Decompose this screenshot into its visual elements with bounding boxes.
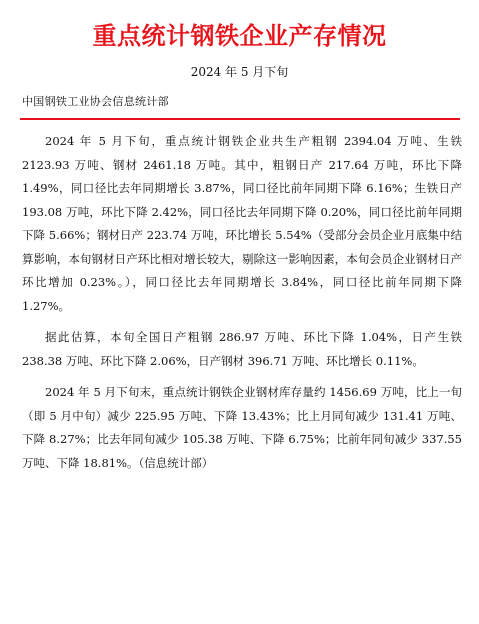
document-date: 2024 年 5 月下旬 [190, 65, 289, 79]
paragraph-national-estimate: 据此估算，本旬全国日产粗钢 286.97 万吨、环比下降 1.04%，日产生铁 238.38 万吨、环比下降 2.06%，日产钢材 396.71 万吨、环比增长 0.11%。 [22, 330, 462, 368]
document-title: 重点统计钢铁企业产存情况 [92, 22, 387, 50]
document-issuer: 中国钢铁工业协会信息统计部 [22, 95, 169, 108]
document-body [22, 130, 462, 475]
paragraph-production: 2024 年 5 月下旬，重点统计钢铁企业共生产粗钢 2394.04 万吨、生铁 2123.93 万吨、钢材 2461.18 万吨。其中，粗钢日产 217.64 万吨，环比下降 1.49%，同口径比去年同期增长 3.87%，同口径比前年同期下降 6.16%；生铁日产 193.08 万吨，环比下降 2.42%，同口径比去年同期下降 0.20%，同口径比前年同期下降 5.66%；钢材日产 223.74 万吨，环比增长 5.54%（受部分会员企业月底集中结算影响，本旬钢材日产环比相对增长较大，剔除这一影响因素，本旬会员企业钢材日产环比增加 0.23%。），同口径比去年同期增长 3.84%，同口径比前年同期下降 1.27%。 [22, 134, 462, 313]
paragraph-inventory: 2024 年 5 月下旬末，重点统计钢铁企业钢材库存量约 1456.69 万吨，比上一旬（即 5 月中旬）减少 225.95 万吨、下降 13.43%；比上月同旬减少 131.41 万吨、下降 8.27%；比去年同旬减少 105.38 万吨、下降 6.75%；比前年同旬减少 337.55 万吨、下降 18.81%。（信息统计部） [22, 385, 462, 470]
header-divider [20, 118, 460, 120]
